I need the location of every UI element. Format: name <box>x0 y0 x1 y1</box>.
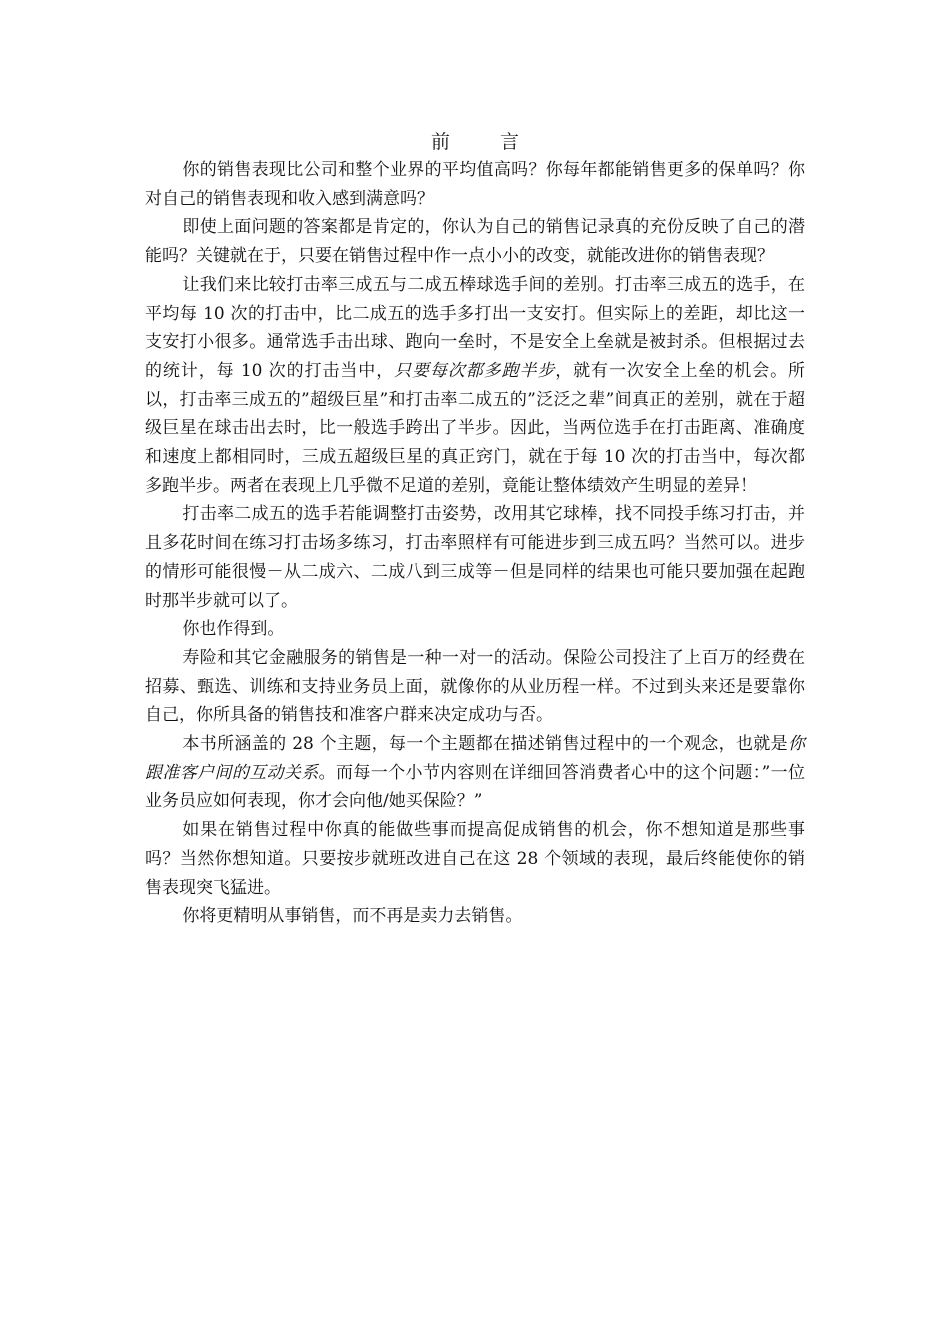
paragraph-text: 你将更精明从事销售，而不再是卖力去销售。 <box>182 906 523 927</box>
paragraph <box>145 615 805 644</box>
paragraph-text: 本书所涵盖的 28 个主题，每一个主题都在描述销售过程中的一个观念，也就是 <box>182 734 788 755</box>
paragraph-text: 即使上面问题的答案都是肯定的，你认为自己的销售记录真的充份反映了自己的潜能吗？关键就在于，只要在销售过程中作一点小小的改变，就能改进你的销售表现？ <box>145 217 805 267</box>
paragraph <box>145 644 805 730</box>
paragraph-text: 寿险和其它金融服务的销售是一种一对一的活动。保险公司投注了上百万的经费在招募、甄选、训练和支持业务员上面，就像你的从业历程一样。不过到头来还是要靠你自己，你所具备的销售技和准客户群来决定成功与否。 <box>145 647 805 726</box>
paragraph <box>145 156 805 213</box>
paragraph <box>145 730 805 816</box>
paragraph-text: 。而每一个小节内容则在详细回答消费者心中的这个问题：”一位业务员应如何表现，你才会向他/她买保险？” <box>145 762 805 812</box>
paragraph <box>145 500 805 615</box>
paragraph-text: 打击率二成五的选手若能调整打击姿势，改用其它球棒，找不同投手练习打击，并且多花时间在练习打击场多练习，打击率照样有可能进步到三成五吗？当然可以。进步的情形可能很慢－从二成六、二成八到三成等－但是同样的结果也可能只要加强在起跑时那半步就可以了。 <box>145 504 805 611</box>
paragraph-text: 如果在销售过程中你真的能做些事而提高促成销售的机会，你不想知道是那些事吗？当然你想知道。只要按步就班改进自己在这 28 个领域的表现，最后终能使你的销售表现突飞猛进。 <box>145 820 805 898</box>
paragraph <box>145 271 805 501</box>
emphasized-text: 只要每次都多跑半步 <box>394 360 556 381</box>
paragraph-text: 你也作得到。 <box>182 619 285 640</box>
paragraph <box>145 902 805 931</box>
page-title: 前 言 <box>430 131 542 153</box>
paragraph <box>145 816 805 902</box>
paragraph-text: 你的销售表现比公司和整个业界的平均值高吗？你每年都能销售更多的保单吗？你对自己的销售表现和收入感到满意吗？ <box>145 160 805 209</box>
paragraph-text: 让我们来比较打击率三成五与二成五棒球选手间的差别。打击率三成五的选手，在平均每 10 次的打击中，比二成五的选手多打出一支安打。但实际上的差距，却比这一支安打小很多。通常选手击出球、跑向一垒时，不是安全上垒就是被封杀。但根据过去的统计，每 10 次的打击当中， <box>145 274 805 381</box>
paragraph-text: ，就有一次安全上垒的机会。所以，打击率三成五的”超级巨星”和打击率二成五的”泛泛之辈”间真正的差别，就在于超级巨星在球击出去时，比一般选手跨出了半步。因此，当两位选手在打击距离、准确度和速度上都相同时，三成五超级巨星的真正窍门，就在于每 10 次的打击当中，每次都多跑半步。两者在表现上几乎微不足道的差别，竟能让整体绩效产生明显的差异！ <box>145 360 806 496</box>
emphasized-text: 你跟准客户间的互动关系 <box>145 734 805 783</box>
body-text <box>145 156 805 931</box>
paragraph <box>145 213 805 270</box>
